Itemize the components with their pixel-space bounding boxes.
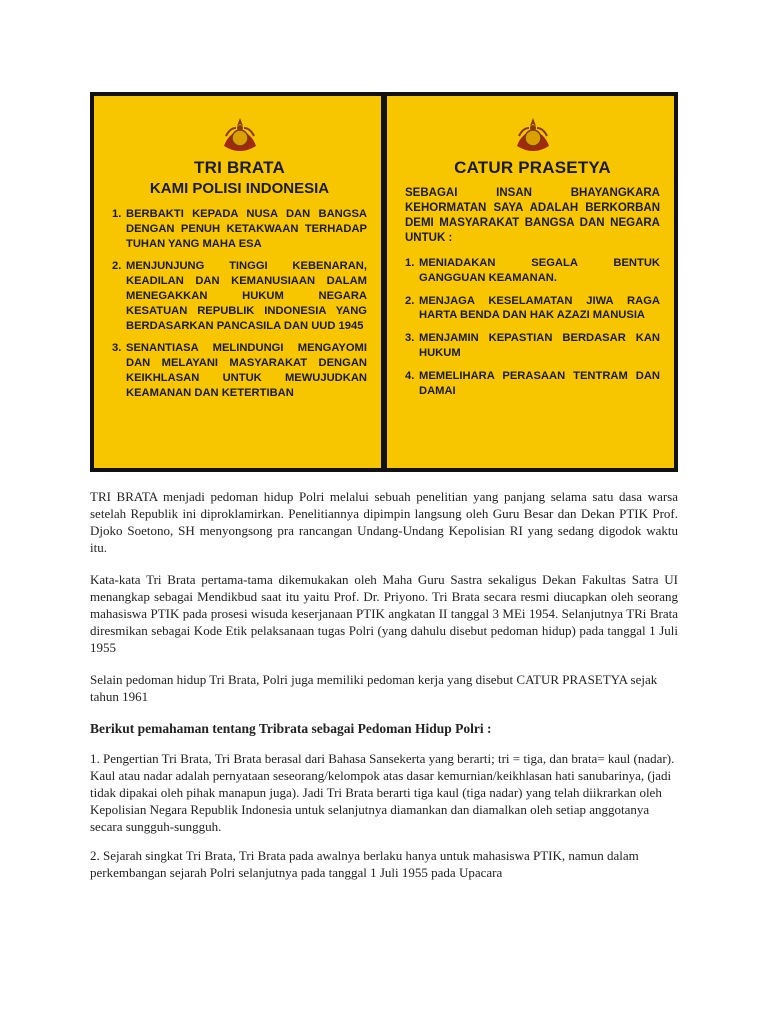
list-item: 3. SENANTIASA MELINDUNGI MENGAYOMI DAN MELAYANI MASYARAKAT DENGAN KEIKHLASAN UNTUK MEWUJUDKAN KEAMANAN DAN KETERTIBAN [112,342,367,399]
article-body [90,488,678,893]
paragraph-tri-brata-history: TRI BRATA menjadi pedoman hidup Polri melalui sebuah penelitian yang panjang selama satu dasa warsa setelah Republik ini diproklamirkan. Penelitiannya dipimpin langsung oleh Guru Besar dan Dekan PTIK Prof. Djoko Soetono, SH menyongsong pra rancangan Undang-Undang Kepolisian RI yang sedang digodok waktu itu. [90,489,678,555]
catur-prasetya-panel [387,96,674,468]
catur-prasetya-title: CATUR PRASETYA [454,158,611,177]
list-item: 2. MENJAGA KESELAMATAN JIWA RAGA HARTA BENDA DAN HAK AZAZI MANUSIA [405,294,660,322]
list-item: 4. MEMELIHARA PERASAAN TENTRAM DAN DAMAI [405,369,660,397]
poster-image [90,92,678,472]
paragraph-history-brief: 2. Sejarah singkat Tri Brata, Tri Brata pada awalnya berlaku hanya untuk mahasiswa PTIK, namun dalam perkembangan sejarah Polri selanjutnya pada tanggal 1 Juli 1955 pada Upacara [90,848,639,880]
list-item: 3. MENJAMIN KEPASTIAN BERDASAR KAN HUKUM [405,332,660,359]
paragraph-catur-prasetya: Selain pedoman hidup Tri Brata, Polri juga memiliki pedoman kerja yang disebut CATUR PRASETYA sejak tahun 1961 [90,672,658,704]
tri-brata-list [112,207,367,401]
police-emblem-icon [220,116,260,154]
list-item: 1. BERBAKTI KEPADA NUSA DAN BANGSA DENGAN PENUH KETAKWAAN TERHADAP TUHAN YANG MAHA ESA [112,208,367,250]
police-emblem-icon [513,116,553,154]
paragraph-origin: Kata-kata Tri Brata pertama-tama dikemukakan oleh Maha Guru Sastra sekaligus Dekan Fakultas Satra UI menangkap sebagai Mendikbud saat itu yaitu Prof. Dr. Priyono. Tri Brata secara resmi diucapkan oleh seorang mahasiswa PTIK pada prosesi wisuda keserjanaan PTIK angkatan II tanggal 3 MEi 1954. Selanjutnya TRi Brata diresmikan sebagai Kode Etik pelaksanaan tugas Polri (yang dahulu disebut pedoman hidup) pada tanggal 1 Juli 1955 [90,572,678,655]
paragraph-definition: 1. Pengertian Tri Brata, Tri Brata berasal dari Bahasa Sansekerta yang berarti; tri = tiga, dan brata= kaul (nadar). Kaul atau nadar adalah pernyataan seseorang/kelompok atas dasar kemurnian/keikhlasan hati sanubarinya, (jadi tidak dipakai oleh pihak manapun juga). Jadi Tri Brata berarti tiga kaul (tiga nadar) yang telah diikrarkan oleh Kepolisian Negara Republik Indonesia untuk selanjutnya diamankan dan diamalkan oleh setiap anggotanya secara sungguh-sungguh. [90,751,675,834]
tri-brata-title: TRI BRATA [194,158,285,177]
catur-prasetya-list [405,256,660,398]
tri-brata-subtitle: KAMI POLISI INDONESIA [149,180,330,197]
list-item: 1. MENIADAKAN SEGALA BENTUK GANGGUAN KEAMANAN. [405,257,660,284]
list-item: 2. MENJUNJUNG TINGGI KEBENARAN, KEADILAN DAN KEMANUSIAAN DALAM MENEGAKKAN HUKUM NEGARA KESATUAN REPUBLIK INDONESIA YANG BERDASARKAN PANCASILA DAN UUD 1945 [112,260,367,332]
catur-prasetya-intro: SEBAGAI INSAN BHAYANGKARA KEHORMATAN SAYA ADALAH BERKORBAN DEMI MASYARAKAT BANGSA DAN NEGARA UNTUK : [405,187,660,244]
tri-brata-panel [94,96,381,468]
section-heading: Berikut pemahaman tentang Tribrata sebagai Pedoman Hidup Polri : [90,721,492,736]
